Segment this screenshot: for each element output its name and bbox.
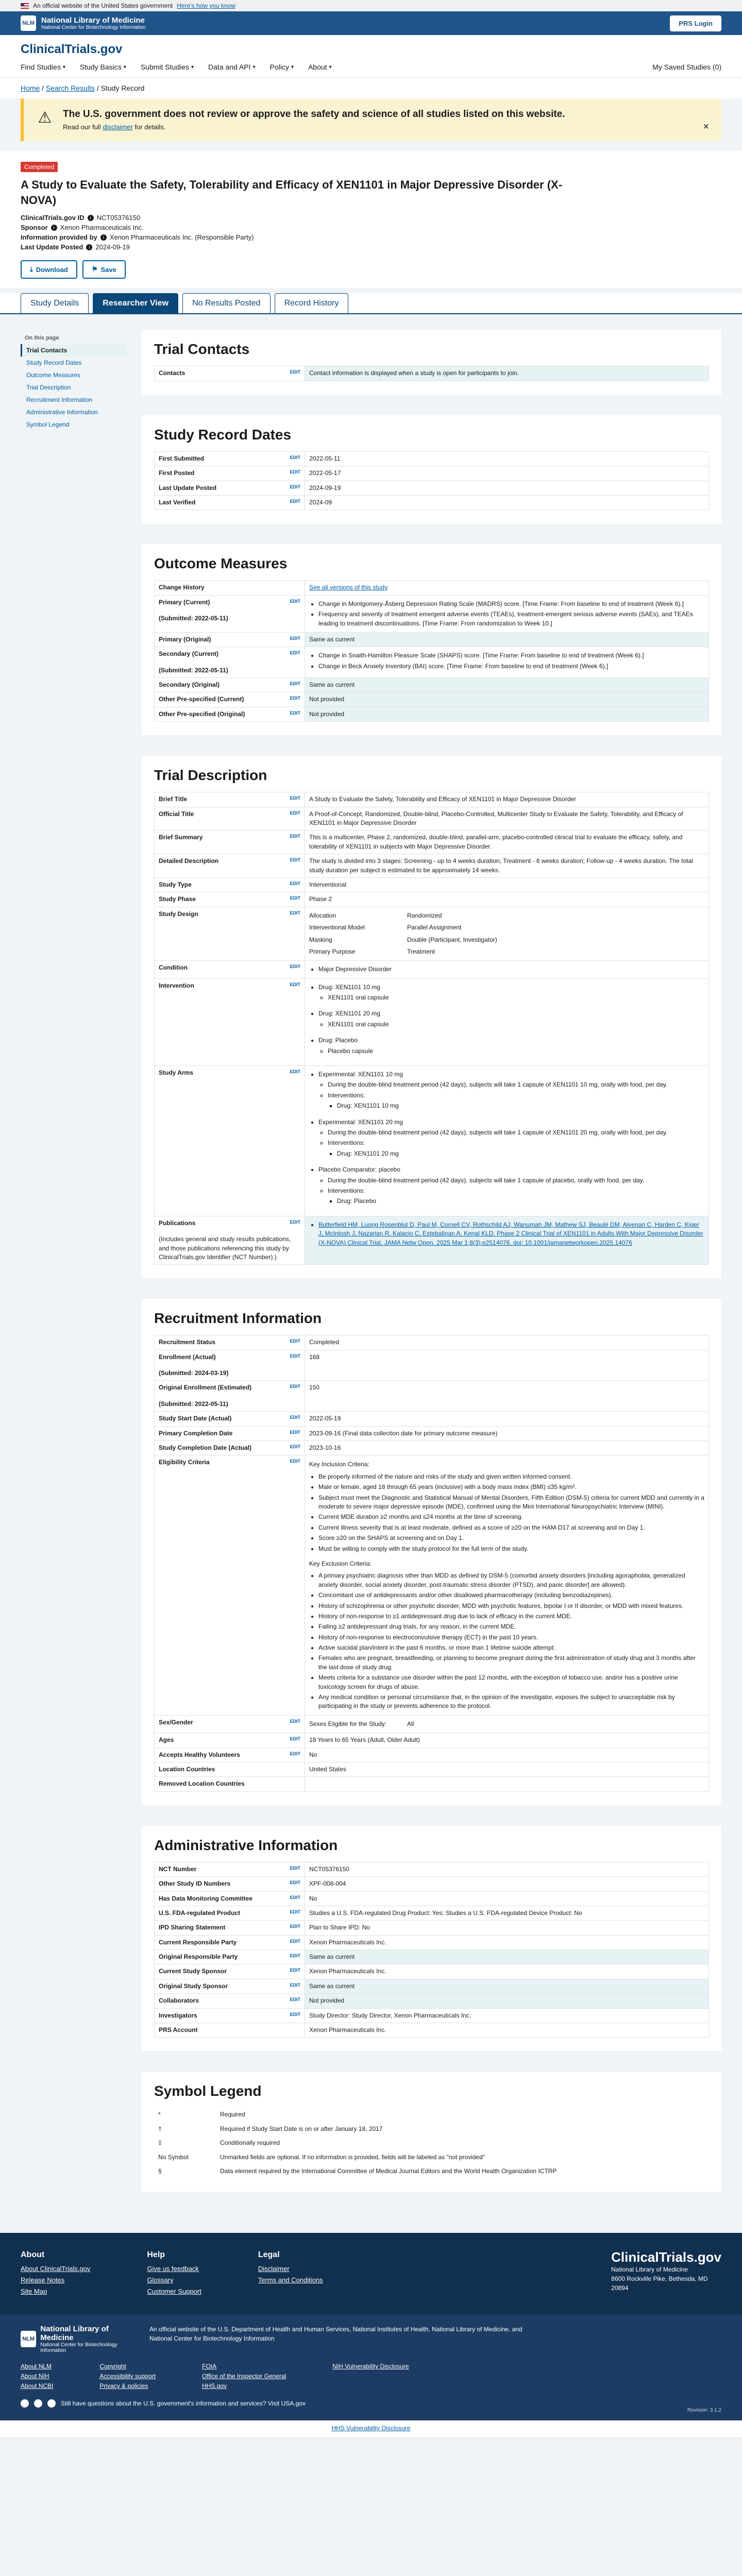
hhs-disclosure-link[interactable]: HHS Vulnerability Disclosure (331, 2425, 411, 2432)
site-header (0, 35, 742, 78)
youtube-icon[interactable] (47, 2399, 56, 2408)
field-value: 18 Years to 65 Years (Adult, Older Adult) (305, 1733, 709, 1748)
nlm-footer-logo[interactable]: NLM National Library of Medicine National Center for Biotechnology Information (21, 2325, 139, 2353)
main-nav (21, 57, 721, 77)
field-label: Condition EDIT (155, 961, 305, 978)
field-label: Investigators EDIT (155, 2008, 305, 2023)
edit-link[interactable]: EDIT (290, 1459, 300, 1464)
site-footer (0, 2233, 742, 2314)
footer-brand: ClinicalTrials.gov (611, 2249, 721, 2265)
field-value: Interventional (305, 877, 709, 892)
field-label: Removed Location Countries (155, 1777, 305, 1791)
section-title: Trial Description (154, 767, 267, 784)
field-label: PRS Account (155, 2023, 305, 2038)
field-value: A Study to Evaluate the Safety, Tolerability and Efficacy of XEN1101 in Major Depressive Disorder (305, 792, 709, 807)
section-title: Recruitment Information (154, 1310, 322, 1327)
field-value: 2022-05-17 (305, 466, 709, 481)
footer-about-heading: About (21, 2250, 45, 2260)
edit-link[interactable]: EDIT (290, 469, 300, 475)
field-value: The study is divided into 3 stages: Screening - up to 4 weeks duration; Treatment - 6 weeks duration; Follow-up - 4 weeks duration. The total study duration per subject is estimated to be approximately 14 weeks. (305, 854, 709, 878)
field-label: Original Study Sponsor EDIT (155, 1979, 305, 1993)
chevron-down-icon: ▾ (62, 64, 65, 70)
field-label: Primary (Original) EDIT (155, 632, 305, 647)
section-title: Administrative Information (154, 1837, 338, 1853)
info-provided-line: Information provided by i Xenon Pharmaceuticals Inc. (Responsible Party) (21, 233, 254, 242)
field-value: No (305, 1891, 709, 1906)
footer-link[interactable]: Terms and Conditions (258, 2276, 323, 2284)
field-value: Same as current (305, 1979, 709, 1993)
legend-symbol: § (158, 2167, 162, 2175)
field-value: 2023-09-16 (Final data collection date for primary outcome measure) (305, 1426, 709, 1440)
footer-link[interactable]: Accessibility support (99, 2372, 156, 2380)
field-value (305, 1216, 709, 1265)
field-label: Change History (155, 581, 305, 595)
nlm-name: National Library of Medicine (41, 16, 145, 25)
edit-link[interactable]: EDIT (290, 1384, 300, 1389)
field-value: Study Director: Study Director, Xenon Pharmaceuticals Inc. (305, 2008, 709, 2023)
field-label: Original Responsible Party EDIT (155, 1950, 305, 1964)
edit-link[interactable]: EDIT (290, 1338, 300, 1344)
field-label: Other Study ID Numbers EDIT (155, 1877, 305, 1891)
edit-link[interactable]: EDIT (290, 1953, 300, 1959)
version-text: Revision: 3.1.2 (687, 2408, 721, 2414)
section-title: Symbol Legend (154, 2083, 262, 2099)
sidenav-item-admin[interactable]: Administrative Information (26, 409, 98, 416)
section-title: Trial Contacts (154, 341, 250, 358)
edit-link[interactable]: EDIT (290, 2011, 300, 2017)
edit-link[interactable]: EDIT (290, 1444, 300, 1450)
facebook-icon[interactable] (21, 2399, 29, 2408)
legend-text: Required if Study Start Date is on or after January 18, 2017 (220, 2125, 383, 2132)
field-label: Secondary (Original) EDIT (155, 678, 305, 692)
download-icon: ⤓ (30, 265, 33, 274)
tab-no-results[interactable]: No Results Posted (182, 293, 271, 313)
field-value: Phase 2 (305, 892, 709, 907)
sidenav-heading: On this page (25, 335, 59, 342)
footer-link[interactable]: HHS.gov (202, 2382, 227, 2390)
footer-link[interactable]: NIH Vulnerability Disclosure (332, 2363, 409, 2370)
sidenav-item-outcomes[interactable]: Outcome Measures (26, 371, 80, 379)
edit-link[interactable]: EDIT (290, 1751, 300, 1756)
main-content (142, 330, 721, 2212)
edit-link[interactable]: EDIT (290, 981, 300, 987)
section-title: Outcome Measures (154, 555, 288, 572)
sidenav-item-dates[interactable]: Study Record Dates (26, 359, 82, 367)
field-value: Studies a U.S. FDA-regulated Drug Product: Yes; Studies a U.S. FDA-regulated Device Product: No (305, 1906, 709, 1920)
field-label: Current Study Sponsor EDIT (155, 1964, 305, 1979)
field-label: Recruitment Status EDIT (155, 1335, 305, 1350)
study-tabs (0, 293, 742, 314)
info-icon[interactable]: i (88, 215, 94, 221)
edit-link[interactable]: EDIT (290, 696, 300, 701)
site-brand[interactable]: ClinicalTrials.gov (21, 42, 123, 56)
field-value: XPF-008-004 (305, 1877, 709, 1891)
field-label: Current Responsible Party EDIT (155, 1935, 305, 1950)
nlm-sub: National Center for Biotechnology Information (41, 25, 146, 30)
alert-title: The U.S. government does not review or approve the safety and science of all studies listed on this website. (63, 109, 565, 120)
us-flag-icon (21, 3, 29, 9)
legend-symbol: † (158, 2125, 162, 2132)
field-value: Allocation Randomized Interventional Model Parallel Assignment Masking Double (Participant, Investigator) Primary Purpose Treatment (305, 907, 709, 961)
edit-link[interactable]: EDIT (290, 681, 300, 687)
field-value: 2022-05-19 (305, 1412, 709, 1426)
field-label: Primary (Current) EDIT (Submitted: 2022-05-11) (155, 595, 305, 632)
edit-link[interactable]: EDIT (290, 880, 300, 886)
edit-link[interactable]: EDIT (290, 1718, 300, 1724)
field-label: Publications EDIT (Includes general and study results publications, and those publications referencing this study by ClinicalTrials.gov Identifier (NCT Number).) (155, 1216, 305, 1265)
field-label: Primary Completion Date EDIT (155, 1426, 305, 1440)
field-value: Not provided (305, 707, 709, 721)
field-label: Last Verified EDIT (155, 495, 305, 510)
edit-link[interactable]: EDIT (290, 650, 300, 656)
footer-link[interactable]: Disclaimer (258, 2265, 290, 2273)
field-value: 2024-09-19 (305, 481, 709, 495)
status-badge: Completed (21, 162, 58, 172)
field-value: Xenon Pharmaceuticals Inc. (305, 1935, 709, 1950)
study-id-line: ClinicalTrials.gov ID i NCT05376150 (21, 214, 141, 222)
field-value: Key Inclusion Criteria: • Be properly informed of the nature and risks of the study and given written informed consent. • Male or female, aged 18 through 65 years (inclusive) with a body mass index (BMI) ≤35 kg/m². • Subject must meet the Diagnostic and Statistical Manual of Mental Disorders, Fifth Edition (DSM-5) criteria for current MDD and currently in a moderate to severe major depressive episode (MDE), confirmed using the Mini International Neuropsychiatric Interview (MINI). • Current MDE duration ≥2 months and ≤24 months at the time of screening. • Current illness severity that is at least moderate, defined as a score of ≥20 on the HAM-D17 at screening and on Day 1. • Score ≥20 on the SHAPS at screening and on Day 1. • Must be willing to comply with the study protocol for the full term of the study. Key Exclusion Criteria: • A primary psychiatric diagnosis other than MDD as defined by DSM-5 (comorbid anxiety disorders [including agoraphobia, generalized anxiety disorder, social anxiety disorder, post-traumatic stress disorder (PTSD), and panic disorder] are allowed). • Concomitant use of antidepressants and/or other disallowed pharmacotherapy (including benzodiazepines). • History of schizophrenia or other psychotic disorder, MDD with psychotic features, bipolar I or II disorder, or MDD with mixed features. • History of non-response to ≥1 antidepressant drug due to lack of efficacy in the current MDE. • Failing ≥2 antidepressant drug trials, for any reason, in the current MDE. • History of non-response to electroconvulsive therapy (ECT) in the past 10 years. • Active suicidal plan/intent in the past 6 months, or more than 1 lifetime suicide attempt. • Females who are pregnant, breastfeeding, or planning to become pregnant during the first administration of study drug and 3 months after the last dose of study drug. • Meets criteria for a substance use disorder within the past 12 months, with the exception of tobacco use, and/or has a positive urine toxicology screen for drugs of abuse. • Any medical condition or personal circumstance that, in the opinion of the investigator, exposes the subject to unacceptable risk by participating in the study or prevents adherence to the protocol. (305, 1455, 709, 1715)
download-button[interactable]: ⤓ Download (21, 260, 77, 279)
field-value (305, 1777, 709, 1791)
legend-text: Unmarked fields are optional. If no information is provided, fields will be labeled as "not provided" (220, 2153, 485, 2161)
field-label: Official Title EDIT (155, 807, 305, 831)
footer-legal-heading: Legal (258, 2250, 280, 2260)
field-label: Location Countries (155, 1762, 305, 1776)
edit-link[interactable]: EDIT (290, 1219, 300, 1225)
saved-studies-link[interactable]: My Saved Studies (0) (652, 63, 721, 71)
field-value: Plan to Share IPD: No (305, 1921, 709, 1935)
field-value: 150 (305, 1381, 709, 1412)
study-title: A Study to Evaluate the Safety, Tolerability and Efficacy of XEN1101 in Major Depressive Disorder (X-NOVA) (21, 178, 563, 207)
legend-symbol: No Symbol (158, 2153, 189, 2161)
field-label: Contacts EDIT (155, 366, 305, 381)
field-label: Study Arms EDIT (155, 1066, 305, 1216)
warning-icon: ⚠ (38, 109, 52, 126)
nav-submit-studies[interactable]: Submit Studies ▾ (140, 63, 194, 71)
breadcrumb-current: Study Record (100, 84, 145, 92)
footer-link[interactable]: About NCBI (21, 2382, 54, 2390)
footer-link[interactable]: About ClinicalTrials.gov (21, 2265, 91, 2273)
nav-data-api[interactable]: Data and API ▾ (208, 63, 256, 71)
legend-text: Required (220, 2111, 245, 2119)
footer-link[interactable]: Copyright (99, 2363, 126, 2370)
legend-text: Data element required by the International Committee of Medical Journal Editors and the World Health Organization ICTRP (220, 2167, 557, 2175)
disclaimer-link[interactable]: disclaimer (103, 123, 133, 131)
usa-gov-text: Still have questions about the U.S. government's information and services? Visit USA.gov (61, 2400, 306, 2408)
official-text: An official website of the U.S. Department of Health and Human Services, National Institutes of Health, National Library of Medicine, and National Center for Biotechnology Information (149, 2326, 522, 2343)
field-label: Collaborators EDIT (155, 1994, 305, 2008)
edit-link[interactable]: EDIT (290, 1909, 300, 1914)
edit-link[interactable]: EDIT (290, 1997, 300, 2003)
field-value: • Drug: XEN1101 10 mg ◦ XEN1101 oral capsule • Drug: XEN1101 20 mg ◦ XEN1101 oral capsule • Drug: Placebo ◦ Placebo capsule (305, 978, 709, 1065)
field-label: Other Pre-specified (Current) EDIT (155, 692, 305, 707)
edit-link[interactable]: EDIT (290, 598, 300, 604)
info-icon[interactable]: i (86, 244, 92, 250)
field-label: Other Pre-specified (Original) EDIT (155, 707, 305, 721)
publication-link[interactable]: Butterfield HM, Luong Rosenblut D, Paul M, Cornell CV, Rothschild AJ, Wanumah JM, Mathew SJ, Beaulé DM, Aiyenan C, Harden C, Kiger J, McIntosh J, Nazarian R, Kalacio C, Estebalinan A, Kenal KLD. Phase 2 Clinical Trial of XEN1101 in Adults With Major Depressive Disorder (X-NOVA) Clinical Trial. JAMA Netw Open. 2025 Mar 1;8(3):e2514076. doi: 10.1001/jamanetworkopen.2025.14076 (318, 1221, 703, 1246)
edit-link[interactable]: EDIT (290, 454, 300, 460)
legend-symbol: * (158, 2111, 161, 2119)
all-versions-link[interactable]: See all versions of this study (309, 584, 388, 591)
footer-link[interactable]: Customer Support (147, 2287, 201, 2296)
legend-text: Conditionally required (220, 2139, 280, 2147)
field-value: United States (305, 1762, 709, 1776)
field-label: Intervention EDIT (155, 978, 305, 1065)
field-value: 2022-05-11 (305, 451, 709, 466)
field-label: Detailed Description EDIT (155, 854, 305, 878)
field-label: Original Enrollment (Estimated) EDIT (Submitted: 2022-05-11) (155, 1381, 305, 1412)
footer-address: ClinicalTrials.gov National Library of Medicine 8600 Rockville Pike, Bethesda, MD 20894 (611, 2249, 721, 2292)
trial-contacts-section (142, 330, 721, 394)
field-label: Study Completion Date (Actual) EDIT (155, 1441, 305, 1455)
footer-link[interactable]: Privacy & policies (99, 2382, 148, 2390)
field-label: Study Phase EDIT (155, 892, 305, 907)
sidenav-item-contacts[interactable]: Trial Contacts (21, 344, 126, 357)
field-value: • Major Depressive Disorder (305, 961, 709, 978)
field-label: First Posted EDIT (155, 466, 305, 481)
field-value: Sexes Eligible for the Study: All (305, 1715, 709, 1733)
edit-link[interactable]: EDIT (290, 910, 300, 916)
sidenav-item-description[interactable]: Trial Description (26, 384, 71, 392)
trial-description-section (142, 756, 721, 1278)
footer-link[interactable]: Site Map (21, 2287, 47, 2296)
footer-link[interactable]: About NLM (21, 2363, 52, 2370)
sidenav-item-legend[interactable]: Symbol Legend (26, 421, 70, 429)
edit-link[interactable]: EDIT (290, 1353, 300, 1359)
edit-link[interactable]: EDIT (290, 1736, 300, 1742)
nlm-footer (0, 2314, 742, 2420)
edit-link[interactable]: EDIT (290, 810, 300, 816)
edit-link[interactable]: EDIT (290, 795, 300, 801)
field-label: Study Start Date (Actual) EDIT (155, 1412, 305, 1426)
sidenav-item-recruitment[interactable]: Recruitment Information (26, 396, 93, 404)
edit-link[interactable]: EDIT (290, 1894, 300, 1900)
chevron-down-icon: ▾ (291, 64, 294, 70)
edit-link[interactable]: EDIT (290, 1924, 300, 1929)
field-label: IPD Sharing Statement EDIT (155, 1921, 305, 1935)
field-value: Same as current (305, 678, 709, 692)
field-value: Same as current (305, 632, 709, 647)
footer-link[interactable]: Glossary (147, 2276, 174, 2284)
nlm-logo[interactable] (21, 15, 145, 31)
field-value: Completed (305, 1335, 709, 1350)
close-icon[interactable]: × (703, 121, 709, 132)
field-value: Not provided (305, 692, 709, 707)
tab-researcher-view[interactable]: Researcher View (93, 293, 178, 313)
study-header (0, 151, 742, 288)
heres-how-link[interactable]: Here's how you know (177, 2, 235, 9)
field-value: 2024-09 (305, 495, 709, 510)
edit-link[interactable]: EDIT (290, 1415, 300, 1420)
symbol-legend-section (142, 2072, 721, 2192)
edit-link[interactable]: EDIT (290, 1968, 300, 1973)
chevron-down-icon: ▾ (191, 64, 194, 70)
footer-link[interactable]: FOIA (202, 2363, 217, 2370)
chevron-down-icon: ▾ (252, 64, 256, 70)
field-label: Eligibility Criteria EDIT (155, 1455, 305, 1715)
field-value: • Change in Snaith-Hamilton Pleasure Scale (SHAPS) score. [Time Frame: From baseline to end of treatment (Week 6).] • Change in Beck Anxiety Inventory (BAI) score. [Time Frame: From baseline to end of treatment (Week 6).] (305, 647, 709, 678)
field-label: NCT Number EDIT (155, 1862, 305, 1876)
nav-about[interactable]: About ▾ (308, 63, 332, 71)
edit-link[interactable]: EDIT (290, 1880, 300, 1886)
info-icon[interactable]: i (100, 234, 107, 241)
edit-link[interactable]: EDIT (290, 834, 300, 839)
breadcrumb-search[interactable]: Search Results (46, 84, 95, 92)
breadcrumb-home[interactable]: Home (21, 84, 40, 92)
info-icon[interactable]: i (51, 225, 57, 231)
field-label: Study Design EDIT (155, 907, 305, 961)
field-label: Secondary (Current) EDIT (Submitted: 2022-05-11) (155, 647, 305, 678)
twitter-icon[interactable] (34, 2399, 42, 2408)
field-label: First Submitted EDIT (155, 451, 305, 466)
disclaimer-alert (21, 98, 721, 141)
field-label: Accepts Healthy Volunteers EDIT (155, 1748, 305, 1762)
edit-link[interactable]: EDIT (290, 710, 300, 716)
breadcrumb: Home / Search Results / Study Record (0, 78, 742, 98)
footer-link[interactable]: Office of the Inspector General (202, 2372, 286, 2380)
edit-link[interactable]: EDIT (290, 857, 300, 863)
field-label: U.S. FDA-regulated Product EDIT (155, 1906, 305, 1920)
prs-login-button[interactable]: PRS Login (670, 15, 721, 31)
footer-link[interactable]: About NIH (21, 2372, 49, 2380)
edit-link[interactable]: EDIT (290, 1982, 300, 1988)
field-value: No (305, 1748, 709, 1762)
gov-banner-text: An official website of the United States government (33, 2, 173, 9)
recruitment-section (142, 1299, 721, 1805)
tab-record-history[interactable]: Record History (275, 293, 349, 313)
outcome-measures-section (142, 544, 721, 735)
nlm-logo-icon: NLM (21, 2331, 36, 2347)
edit-link[interactable]: EDIT (290, 895, 300, 901)
field-label: Brief Summary EDIT (155, 831, 305, 854)
field-label: Study Type EDIT (155, 877, 305, 892)
legend-symbol: ‡ (158, 2139, 162, 2147)
footer-help-heading: Help (147, 2250, 165, 2260)
edit-link[interactable]: EDIT (290, 1429, 300, 1435)
edit-link[interactable]: EDIT (290, 369, 300, 375)
field-value: 2023-10-16 (305, 1441, 709, 1455)
field-value: Xenon Pharmaceuticals Inc. (305, 2023, 709, 2038)
footer-link[interactable]: Give us feedback (147, 2265, 199, 2273)
save-button[interactable]: ⚑ Save (82, 260, 126, 279)
field-label: Brief Title EDIT (155, 792, 305, 807)
gov-banner (0, 0, 742, 11)
nlm-logo-icon: NLM (21, 15, 36, 31)
edit-link[interactable]: EDIT (290, 964, 300, 970)
field-value: Contact information is displayed when a study is open for participants to join. (305, 366, 709, 381)
field-value: A Proof-of-Concept, Randomized, Double-blind, Placebo-Controlled, Multicenter Study to Evaluate the Safety, Tolerability, and Efficacy of XEN1101 in Major Depressive Disorder (305, 807, 709, 831)
tab-study-details[interactable]: Study Details (21, 293, 89, 313)
last-update-line: Last Update Posted i 2024-09-19 (21, 243, 130, 251)
administrative-section (142, 1826, 721, 2052)
field-value: • Experimental: XEN1101 10 mg ◦ During the double-blind treatment period (42 days), subjects will take 1 capsule of XEN1101 10 mg, orally with food, per day. ◦ Interventions: ▪ Drug: XEN1101 10 mg • Experimental: XEN1101 20 mg ◦ During the double-blind treatment period (42 days), subjects will take 1 capsule of XEN1101 20 mg, orally with food, per day. ◦ Interventions: ▪ Drug: XEN1101 20 mg • Placebo Comparator: placebo ◦ During the double-blind treatment period (42 days), subjects will take 1 capsule of placebo, orally with food, per day. ◦ Interventions: ▪ Drug: Placebo (305, 1066, 709, 1216)
field-value: • Change in Montgomery-Åsberg Depression Rating Scale (MADRS) score. [Time Frame: From baseline to end of treatment (Week 6).] • Frequency and severity of treatment emergent adverse events (TEAEs), treatment-emergent serious adverse events (SAEs), and TEAEs leading to treatment discontinuations. [Time Frame: From randomization to Week 10.] (305, 595, 709, 632)
field-label: Sex/Gender EDIT (155, 1715, 305, 1733)
field-value: This is a multicenter, Phase 2, randomized, double-blind, parallel-arm, placebo-controlled clinical trial to evaluate the efficacy, safety, and tolerability of XEN1101 in subjects with Major Depressive Disorder. (305, 831, 709, 854)
chevron-down-icon: ▾ (329, 64, 332, 70)
edit-link[interactable]: EDIT (290, 1938, 300, 1944)
nav-study-basics[interactable]: Study Basics ▾ (79, 63, 126, 71)
nlm-bar (0, 11, 742, 35)
field-label: Last Update Posted EDIT (155, 481, 305, 495)
footer-link[interactable]: Release Notes (21, 2276, 65, 2284)
field-label: Has Data Monitoring Committee EDIT (155, 1891, 305, 1906)
field-label: Ages EDIT (155, 1733, 305, 1748)
edit-link[interactable]: EDIT (290, 1069, 300, 1075)
nav-find-studies[interactable]: Find Studies ▾ (21, 63, 65, 71)
field-value: Not provided (305, 1994, 709, 2008)
edit-link[interactable]: EDIT (290, 484, 300, 489)
chevron-down-icon: ▾ (123, 64, 126, 70)
edit-link[interactable]: EDIT (290, 1865, 300, 1871)
section-title: Study Record Dates (154, 426, 292, 443)
field-value: Xenon Pharmaceuticals Inc. (305, 1964, 709, 1979)
field-value: 168 (305, 1350, 709, 1381)
field-label: Enrollment (Actual) EDIT (Submitted: 2024-03-19) (155, 1350, 305, 1381)
sponsor-line: Sponsor i Xenon Pharmaceuticals Inc. (21, 224, 144, 232)
field-value: NCT05376150 (305, 1862, 709, 1876)
on-this-page-nav (21, 330, 126, 2212)
field-value: Same as current (305, 1950, 709, 1964)
nav-policy[interactable]: Policy ▾ (269, 63, 294, 71)
edit-link[interactable]: EDIT (290, 635, 300, 641)
bookmark-icon: ⚑ (91, 265, 98, 274)
alert-text: Read our full disclaimer for details. (63, 123, 166, 131)
study-record-dates-section (142, 415, 721, 524)
edit-link[interactable]: EDIT (290, 498, 300, 504)
